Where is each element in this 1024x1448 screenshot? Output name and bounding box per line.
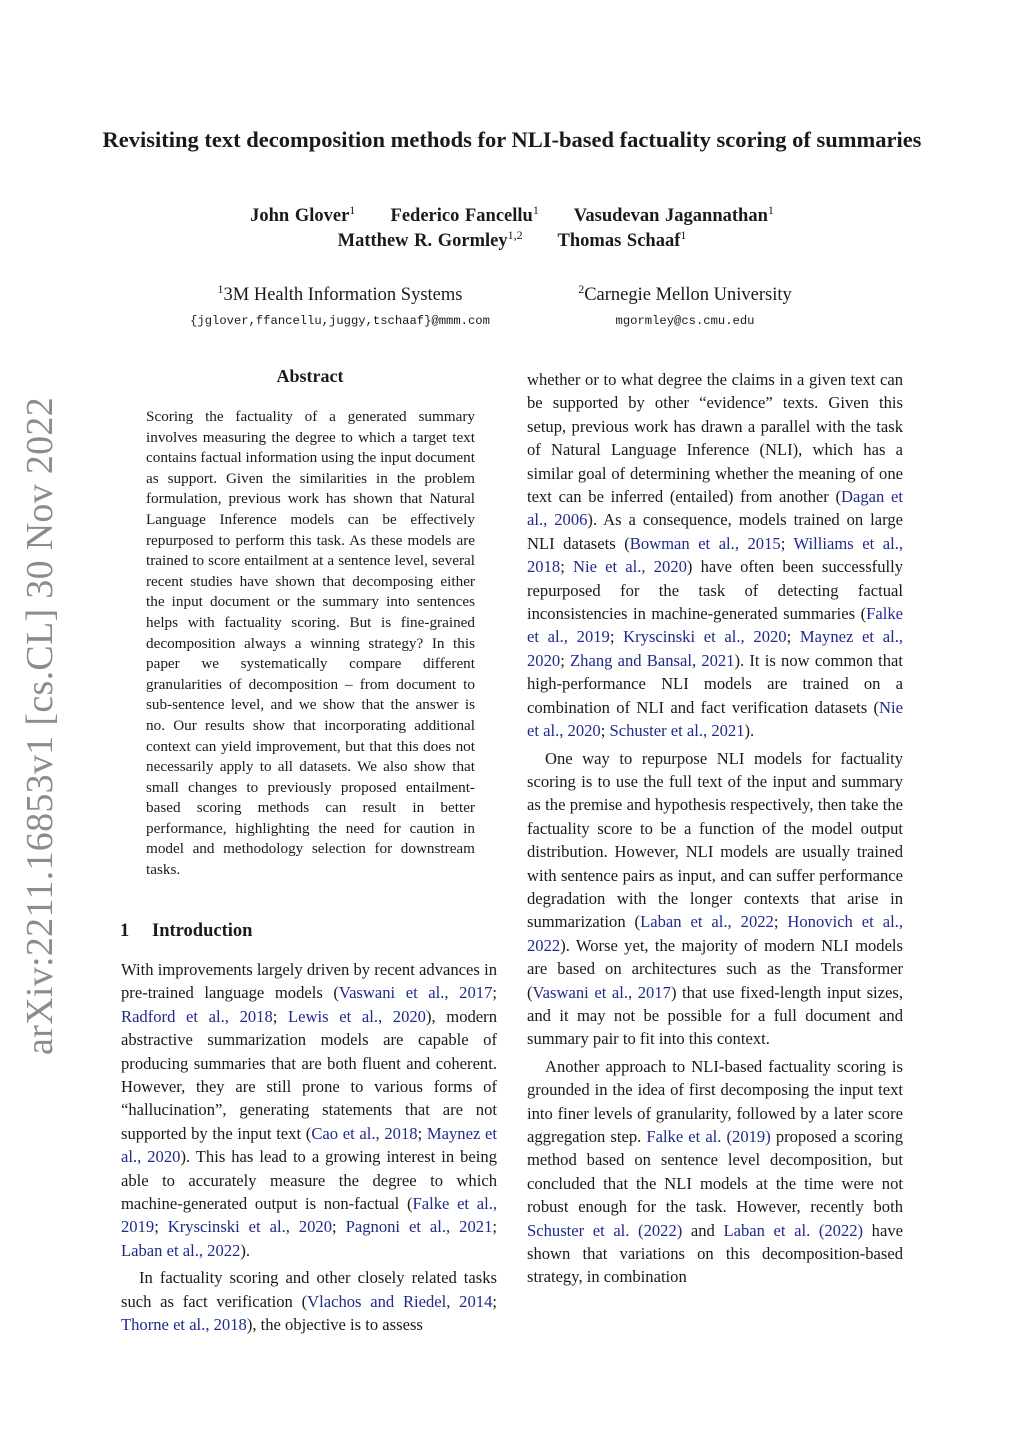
intro-left-column — [121, 958, 497, 1341]
author-affiliation-mark: 1 — [532, 203, 539, 217]
body-text: ; — [600, 721, 610, 741]
citation-link[interactable]: Lewis et al., 2020 — [288, 1006, 426, 1026]
body-text: ; — [417, 1123, 427, 1143]
body-text: ; — [492, 1291, 497, 1311]
citation-link[interactable]: Thorne et al., 2018 — [121, 1315, 247, 1335]
citation-link[interactable]: Maynez et al., 2020 — [527, 627, 903, 670]
arxiv-identifier: arXiv:2211.16853v1 [cs.CL] 30 Nov 2022 — [19, 396, 61, 1055]
body-text: ). Worse yet, the majority of modern NLI models are based on architectures such as the Transformer ( — [527, 935, 903, 1002]
body-text: and — [682, 1220, 724, 1240]
citation-link[interactable]: Laban et al. (2022) — [723, 1220, 864, 1240]
paper-title: Revisiting text decomposition methods for NLI-based factuality scoring of summaries — [102, 127, 922, 152]
citation-link[interactable]: Vaswani et al., 2017 — [532, 982, 671, 1002]
body-text: ; — [786, 627, 800, 647]
body-text: ; — [154, 1217, 168, 1237]
citation-link[interactable]: Williams et al., 2018 — [527, 533, 903, 577]
author-name: John Glover — [250, 206, 350, 227]
body-text: One way to repurpose NLI models for factuality scoring is to use the full text of the input and summary as the premise and hypothesis respectively, then take the factuality score to be a function of the model output distribution. However, NLI models are usually trained with sentence pairs as input, and can suffer performance degradation with the longer contexts that arise in summarization ( — [527, 748, 903, 932]
citation-link[interactable]: Falke et al., 2019 — [121, 1194, 497, 1237]
section-title: Introduction — [152, 921, 253, 941]
body-text: ; — [773, 912, 788, 932]
body-text: ; — [492, 1217, 497, 1237]
body-text: ) have often been successfully repurposed for the task of detecting factual inconsistencies in machine-generated summaries ( — [527, 557, 904, 624]
citation-link[interactable]: Nie et al., 2020 — [527, 697, 903, 741]
abstract-text: Scoring the factuality of a generated summary involves measuring the degree to which a target text contains factual information using the input document as support. Given the similarities in the problem formulation, previous work has shown that Natural Language Inference models can be effectively repurposed to perform this task. As these models are trained to score entailment at a sentence level, several recent studies have shown that decomposing either the input document or the summary into sentences helps with factuality scoring. But is fine-grained decomposition always a winning strategy? In this paper we systematically compare different granularities of decomposition – from document to sub-sentence level, and we show that the answer is no. Our results show that incorporating additional context can yield improvement, but that this does not necessarily apply to all datasets. We also show that small changes to previously proposed entailment-based scoring methods can result in better performance, highlighting the need for caution in model and methodology selection for downstream tasks. — [146, 408, 475, 879]
body-text: ). — [240, 1240, 251, 1260]
citation-link[interactable]: Cao et al., 2018 — [311, 1123, 418, 1143]
section-heading-introduction — [120, 921, 252, 942]
citation-link[interactable]: Laban et al., 2022 — [121, 1240, 241, 1260]
body-text: have shown that variations on this decomposition-based strategy, in combination — [527, 1220, 904, 1287]
affiliation-cmu — [525, 282, 845, 328]
citation-link[interactable]: Pagnoni et al., 2021 — [345, 1217, 493, 1237]
author-name: Matthew R. Gormley — [337, 231, 508, 252]
body-text: ). As a consequence, models trained on large NLI datasets ( — [527, 510, 904, 553]
intro-paragraph — [121, 958, 497, 1262]
citation-link[interactable]: Honovich et al., 2022 — [527, 912, 903, 955]
citation-link[interactable]: Laban et al., 2022 — [640, 912, 774, 932]
intro-paragraph — [527, 1055, 903, 1289]
author-name: Federico Fancellu — [390, 206, 533, 227]
citation-link[interactable]: Kryscinski et al., 2020 — [623, 627, 787, 647]
author-line-2 — [100, 228, 924, 252]
body-text: ). This has lead to a growing interest in being able to accurately measure the degree to which machine-generated output is non-factual ( — [121, 1147, 497, 1214]
citation-link[interactable]: Bowman et al., 2015 — [629, 533, 781, 553]
body-text: ; — [560, 650, 571, 670]
body-text: ), the objective is to assess — [246, 1315, 423, 1335]
author-name: Thomas Schaaf — [557, 231, 681, 252]
body-text: ; — [272, 1006, 289, 1026]
citation-link[interactable]: Falke et al., 2019 — [527, 604, 903, 647]
author-affiliation-mark: 1 — [349, 203, 356, 217]
citation-link[interactable]: Zhang and Bansal, 2021 — [570, 650, 735, 670]
intro-paragraph — [527, 368, 903, 743]
citation-link[interactable]: Vlachos and Riedel, 2014 — [307, 1291, 493, 1311]
body-text: ). — [744, 721, 755, 741]
citation-link[interactable]: Nie et al., 2020 — [572, 557, 687, 577]
section-number: 1 — [120, 921, 130, 941]
author-name: Vasudevan Jagannathan — [573, 206, 768, 227]
citation-link[interactable]: Radford et al., 2018 — [121, 1006, 273, 1026]
citation-link[interactable]: Schuster et al. (2022) — [527, 1220, 683, 1240]
body-text: whether or to what degree the claims in a given text can be supported by other “evidence” texts. Given this setup, previous work has drawn a parallel with the task of Natural Language Inference (NLI), which has a similar goal of determining whether the meaning of one text can be inferred (entailed) from another ( — [527, 370, 903, 507]
body-text: proposed a scoring method based on sentence level decomposition, but concluded that the NLI models at the time were not robust enough for the task. However, recently both — [527, 1127, 903, 1217]
citation-link[interactable]: Falke et al. (2019) — [646, 1127, 771, 1146]
affiliation-mark: 2 — [578, 282, 585, 296]
affiliation-name: Carnegie Mellon University — [584, 285, 792, 306]
abstract-heading: Abstract — [276, 366, 344, 386]
author-affiliation-mark: 1,2 — [507, 228, 523, 242]
affiliation-email: {jglover,ffancellu,juggy,tschaaf}@mmm.com — [190, 314, 490, 329]
body-text: ). It is now common that high-performance NLI models are trained on a combination of NLI and fact verification datasets ( — [527, 650, 903, 717]
body-text: ), modern abstractive summarization models are capable of producing summaries that are both fluent and coherent. However, they are still prone to various forms of “hallucination”, generating statements that are not supported by the input text ( — [121, 1006, 497, 1143]
citation-link[interactable]: Vaswani et al., 2017 — [338, 983, 493, 1003]
citation-link[interactable]: Kryscinski et al., 2020 — [167, 1217, 333, 1237]
body-text: Another approach to NLI-based factuality scoring is grounded in the idea of first decomposing the input text into finer levels of granularity, followed by a later score aggregation step. — [527, 1056, 903, 1146]
body-text: ) that use fixed-length input sizes, and it may not be possible for a full document and summary pair to fit into this context. — [527, 982, 903, 1049]
body-text: ; — [560, 557, 573, 577]
intro-paragraph — [527, 747, 903, 1051]
affiliation-mark: 1 — [217, 282, 224, 296]
intro-right-column — [527, 368, 903, 1293]
citation-link[interactable]: Dagan et al., 2006 — [527, 487, 904, 530]
body-text: With improvements largely driven by recent advances in pre-trained language models ( — [121, 960, 497, 1003]
body-text: In factuality scoring and other closely related tasks such as fact verification ( — [121, 1268, 497, 1311]
author-affiliation-mark: 1 — [767, 203, 774, 217]
citation-link[interactable]: Maynez et al., 2020 — [121, 1123, 497, 1167]
body-text: ; — [332, 1217, 346, 1237]
body-text: ; — [609, 627, 624, 647]
affiliation-email: mgormley@cs.cmu.edu — [615, 314, 755, 329]
body-text: ; — [780, 533, 794, 553]
author-line-1 — [100, 203, 924, 227]
intro-paragraph — [121, 1266, 497, 1336]
citation-link[interactable]: Schuster et al., 2021 — [609, 721, 745, 741]
author-affiliation-mark: 1 — [680, 228, 687, 242]
affiliation-name: 3M Health Information Systems — [223, 285, 463, 306]
affiliation-3m — [170, 282, 510, 328]
body-text: ; — [492, 983, 497, 1003]
